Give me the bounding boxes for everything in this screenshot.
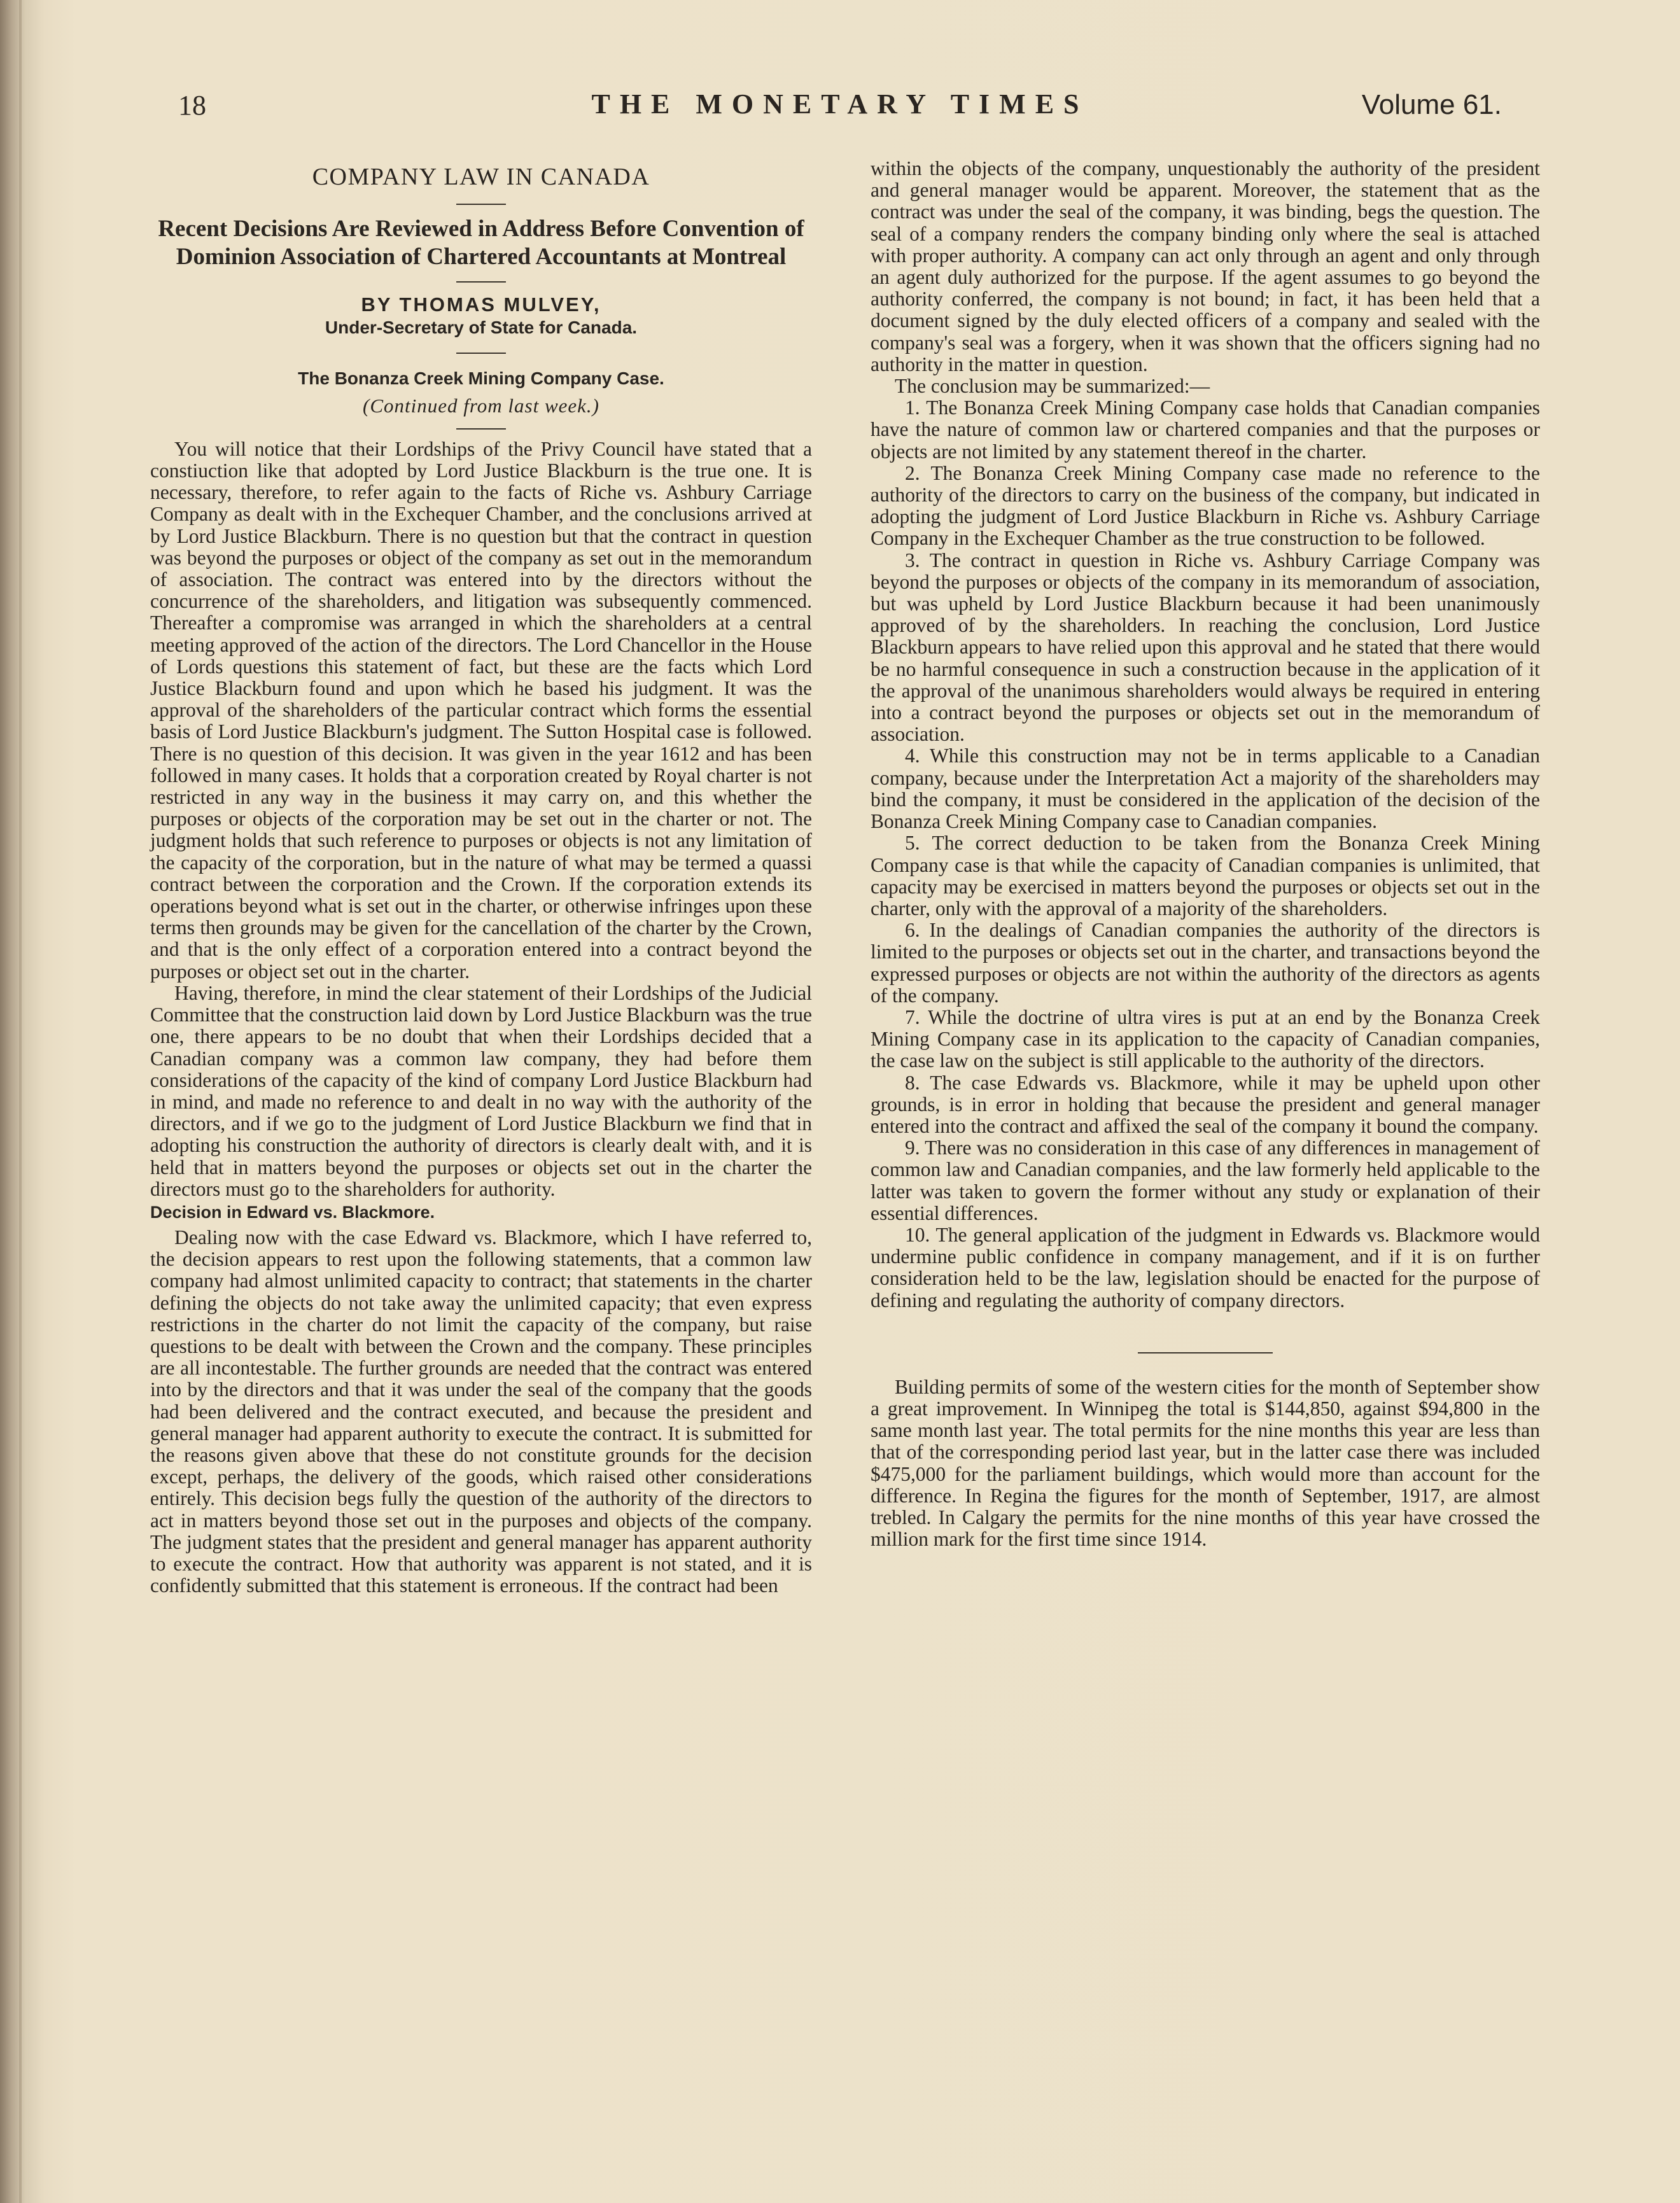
list-item: 6. In the dealings of Canadian companies the authority of the directors is limited to the purposes or objects set out in the charter, and transactions beyond the expressed purposes or objects are not within the authority of the directors as agents of the company. bbox=[871, 919, 1540, 1007]
body-paragraph: within the objects of the company, unquestionably the authority of the president and general manager would be apparent. Moreover, the statement that as the contract was under the seal of the company, it was binding, begs the question. The seal of a company renders the company binding only where the seal is attached with proper authority. A company can act only through an agent and only through an agent duly authorized for the purpose. If the agent assumes to go beyond the authority conferred, the company is not bound; in fact, it has been held that a document signed by the duly elected officers of a company and sealed with the company's seal was a forgery, when it was shown that the officers signing had no authority in the matter in question. bbox=[871, 157, 1540, 375]
byline-rule bbox=[456, 353, 506, 354]
left-column bbox=[150, 158, 812, 1597]
body-paragraph: You will notice that their Lordships of the Privy Council have stated that a constiuction like that adopted by Lord Justice Blackburn is the true one. It is necessary, therefore, to refer again to the facts of Riche vs. Ashbury Carriage Company as dealt with in the Exchequer Chamber, and the conclusions arrived at by Lord Justice Blackburn. There is no question but that the contract in question was beyond the purposes or object of the company as set out in the memorandum of association. The contract was entered into by the directors without the concurrence of the shareholders, and litigation was subsequently commenced. Thereafter a compromise was arranged in which the shareholders at a central meeting approved of the action of the directors. The Lord Chancellor in the House of Lords questions this statement of fact, but these are the facts which Lord Justice Blackburn found and upon which he based his judgment. It was the approval of the shareholders of the particular contract which forms the essential basis of Lord Justice Blackburn's judgment. The Sutton Hospital case is followed. There is no question of this decision. It was given in the year 1612 and has been followed in many cases. It holds that a corporation created by Royal charter is not restricted in any way in the business it may carry on, and this whether the purposes or objects of the corporation may be set out in the charter or not. The judgment holds that such reference to purposes or objects is not any limitation of the capacity of the corporation, but in the nature of what may be termed a quassi contract between the corporation and the Crown. If the corporation extends its operations beyond what is set out in the charter, or otherwise infringes upon these terms then grounds may be given for the cancellation of the charter by the Crown, and that is the only effect of a corporation entered into a contract beyond the purposes or object set out in the charter. bbox=[150, 437, 812, 983]
section-divider bbox=[1138, 1352, 1273, 1353]
byline: BY THOMAS MULVEY, bbox=[361, 293, 601, 316]
title-rule bbox=[456, 204, 506, 205]
subhead-rule bbox=[456, 281, 506, 283]
conclusion-intro: The conclusion may be summarized:— bbox=[895, 375, 1210, 398]
page-number: 18 bbox=[178, 90, 206, 121]
list-item: 4. While this construction may not be in terms applicable to a Canadian company, because under the Interpretation Act a majority of the shareholders may bind the company, it must be considered in the application of the decision of the Bonanza Creek Mining Company case to Canadian companies. bbox=[871, 745, 1540, 833]
section-heading: Decision in Edward vs. Blackmore. bbox=[150, 1202, 435, 1222]
body-paragraph: Having, therefore, in mind the clear statement of their Lordships of the Judicial Committee that the construction laid down by Lord Justice Blackburn was the true one, there appears to be no doubt that when their Lordships decided that a Canadian company was a common law company, they had before them considerations of the capacity of the kind of company Lord Justice Blackburn had in mind, and made no reference to and dealt in no way with the authority of the directors, and if we go to the judgment of Lord Justice Blackburn we find that in adopting his construction the authority of directors is clearly dealt with, and it is held that in matters beyond the purposes or objects set out in the charter the directors must go to the shareholders for authority. bbox=[150, 981, 812, 1200]
page-header bbox=[178, 81, 1502, 126]
article-subhead: Recent Decisions Are Reviewed in Address Before Convention of Dominion Association of Chartered Accountants at Montreal bbox=[158, 216, 804, 270]
list-item: 1. The Bonanza Creek Mining Company case holds that Canadian companies have the nature of common law or chartered companies and that the purposes or objects are not limited by any statement thereof in the charter. bbox=[871, 396, 1540, 463]
list-item: 3. The contract in question in Riche vs. Ashbury Carriage Company was beyond the purposes or objects of the company in its memorandum of association, but was upheld by Lord Justice Blackburn because it had been unanimously approved of by the shareholders. In reaching the conclusion, Lord Justice Blackburn appears to have relied upon this approval and he stated that there would be no harmful consequence in such a construction because in the application of it the approval of the unanimous shareholders would always be required in entering into a contract beyond the purposes or objects set out in the memorandum of association. bbox=[871, 549, 1540, 746]
publication-title: THE MONETARY TIMES bbox=[591, 88, 1089, 120]
list-item: 5. The correct deduction to be taken from the Bonanza Creek Mining Company case is that while the capacity of Canadian companies is unlimited, that capacity may be exercised in matters beyond the purposes or objects set out in the charter, only with the approval of a majority of the shareholders. bbox=[871, 832, 1540, 920]
article-title: COMPANY LAW IN CANADA bbox=[312, 164, 650, 190]
continued-note: (Continued from last week.) bbox=[363, 394, 599, 417]
intro-rule bbox=[456, 428, 506, 430]
byline-title: Under-Secretary of State for Canada. bbox=[325, 318, 638, 338]
list-item: 10. The general application of the judgment in Edwards vs. Blackmore would undermine public confidence in company management, and if it is on further consideration held to be the law, legislation should be enacted for the purpose of defining and regulating the authority of company directors. bbox=[871, 1223, 1540, 1311]
binding-edge bbox=[19, 0, 22, 2203]
news-note: Building permits of some of the western cities for the month of September show a great improvement. In Winnipeg the total is $144,850, against $94,800 in the same month last year. The total permits for the nine months this year are less than that of the corresponding period last year, but in the latter case there was included $475,000 for the parliament buildings, which would more than account for the difference. In Regina the figures for the month of September, 1917, are almost trebled. In Calgary the permits for the nine months of this year have crossed the million mark for the first time since 1914. bbox=[871, 1375, 1540, 1551]
list-item: 7. While the doctrine of ultra vires is put at an end by the Bonanza Creek Mining Company case in its application to the capacity of Canadian companies, the case law on the subject is still applicable to the authority of the directors. bbox=[871, 1005, 1540, 1072]
right-column bbox=[871, 158, 1540, 1550]
list-item: 8. The case Edwards vs. Blackmore, while it may be upheld upon other grounds, is in error in holding that because the president and general manager entered into the contract and affixed the seal of the company it bound the company. bbox=[871, 1071, 1540, 1137]
list-item: 9. There was no consideration in this case of any differences in management of common law and Canadian companies, and the law formerly held applicable to the latter was taken to govern the former without any study or explanation of their essential differences. bbox=[871, 1136, 1540, 1224]
list-item: 2. The Bonanza Creek Mining Company case made no reference to the authority of the directors to carry on the business of the company, but indicated in adopting the judgment of Lord Justice Blackburn in Riche vs. Ashbury Carriage Company in the Exchequer Chamber as the true construction to be followed. bbox=[871, 461, 1540, 550]
case-heading: The Bonanza Creek Mining Company Case. bbox=[298, 368, 664, 389]
body-paragraph: Dealing now with the case Edward vs. Blackmore, which I have referred to, the decision appears to rest upon the following statements, that a common law company had almost unlimited capacity to contract; that statements in the charter defining the objects do not take away the unlimited capacity; that even express restrictions in the charter do not limit the capacity of the company, but raise questions to be dealt with between the Crown and the company. These principles are all incontestable. The further grounds are needed that the contract was entered into by the directors and that it was under the seal of the company that the goods had been delivered and the contract executed, and because the president and general manager had apparent authority to execute the contract. It is submitted for the reasons given above that these do not constitute grounds for the decision except, perhaps, the delivery of the goods, which raised other considerations entirely. This decision begs fully the question of the authority of the directors to act in matters beyond those set out in the purposes and objects of the company. The judgment states that the president and general manager has apparent authority to execute the contract. How that authority was apparent is not stated, and it is confidently submitted that this statement is erroneous. If the contract had been bbox=[150, 1226, 812, 1597]
volume-label: Volume 61. bbox=[1361, 89, 1502, 120]
conclusion-list bbox=[871, 397, 1540, 1311]
